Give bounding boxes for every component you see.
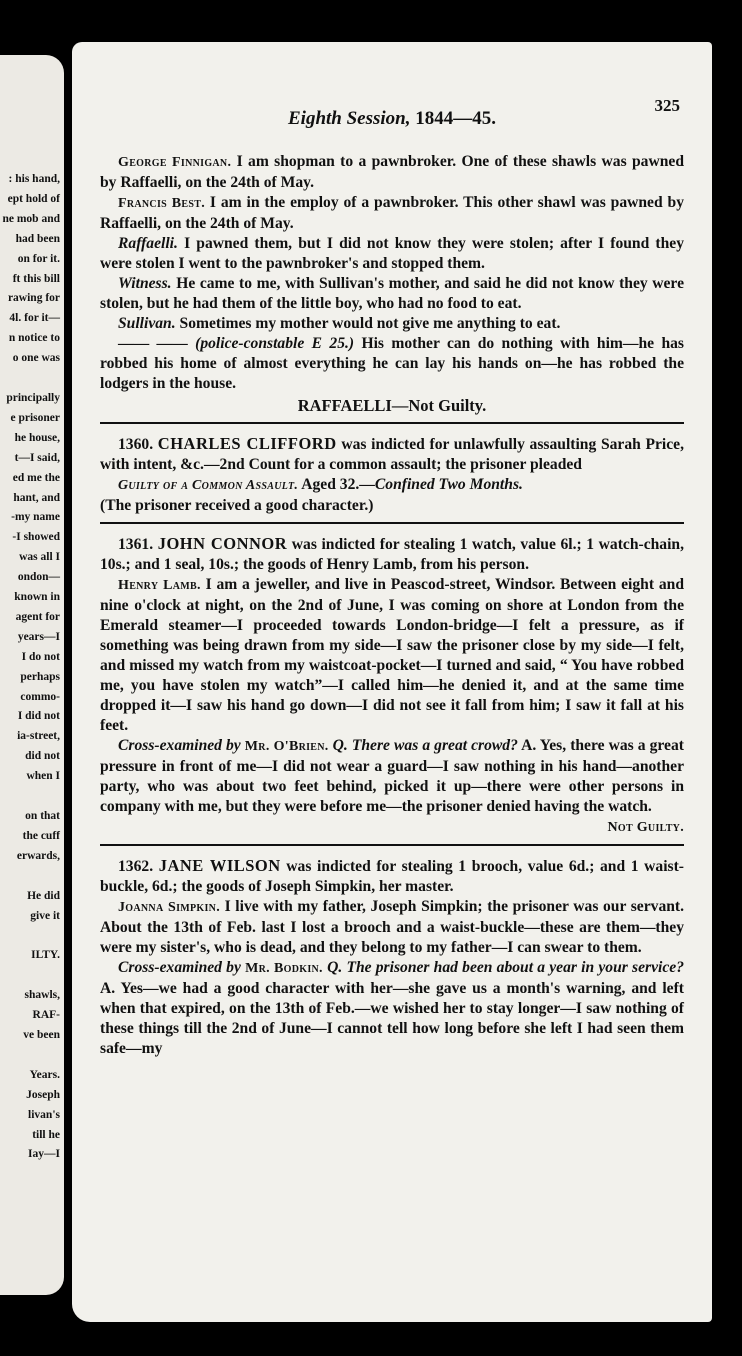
speaker-name: Sullivan. — [118, 315, 176, 332]
testimony-finnigan — [100, 152, 684, 193]
left-page-line: -my name — [11, 511, 60, 524]
page-number: 325 — [654, 96, 680, 115]
left-page-line: e prisoner — [10, 411, 60, 424]
left-page-line: perhaps — [20, 670, 60, 683]
left-page-line: I do not — [21, 650, 60, 663]
left-page-line: livan's — [28, 1108, 60, 1121]
left-page-line: commo- — [20, 690, 60, 703]
testimony-text: I am a jeweller, and live in Peascod-street, Windsor. Between eight and nine o'clock at night, on the 2nd of June, I was coming on shore at London from the Emerald steamer—I proceeded towards London-bridge—I felt a pressure, as if something was being drawn from my side—I saw the prisoner close by my side—I felt, and missed my watch from my waistcoat-pocket—I turned and said, “ You have robbed me, you have stolen my watch”—I called him—he denied it, and at the same time dropped it—I saw his hand go down—I did not see it fall from him; I saw it fall at his feet. — [100, 576, 685, 734]
page-body — [100, 152, 684, 1059]
left-page-line: when I — [26, 770, 60, 783]
left-page-line: was all I — [19, 551, 60, 564]
left-page-line: had been — [15, 232, 60, 245]
speaker-name: Witness. — [118, 275, 172, 292]
age: Aged 32.— — [301, 476, 375, 493]
testimony-raffaelli — [100, 234, 684, 274]
testimony-constable — [100, 334, 684, 394]
case-number: 1360. — [118, 436, 154, 453]
testimony-text: I am in the employ of a pawnbroker. This other shawl was pawned by Raffaelli, on the 24th of May. — [100, 194, 685, 232]
answer: A. Yes—we had a good character with her—she gave us a month's warning, and left when that expired, on the 13th of Feb.—we wished her to stay longer—I saw nothing of these things till the 2nd of June—I cannot tell how long before she left I had seen them safe—my — [100, 980, 684, 1057]
left-page-line: Years. — [29, 1068, 60, 1081]
left-page-line: years—I — [17, 630, 60, 643]
left-page-line: ia-street, — [17, 730, 60, 743]
case-1360-note: (The prisoner received a good character.) — [100, 497, 374, 514]
left-page-line — [0, 369, 60, 389]
left-page-line: give it — [30, 909, 60, 922]
left-page-edge — [0, 55, 64, 1295]
witness-name: Francis Best. — [118, 196, 206, 211]
verdict-1361 — [100, 817, 684, 838]
left-page-line: : his hand, — [8, 173, 60, 185]
cross-label: Cross-examined by — [118, 959, 241, 976]
left-page-line: the cuff — [22, 829, 60, 842]
right-page — [72, 42, 712, 1322]
section-divider — [100, 844, 684, 846]
witness-name: Henry Lamb. — [118, 578, 201, 593]
testimony-lamb — [100, 575, 684, 736]
left-page-line: on that — [25, 810, 60, 822]
testimony-text: I am shopman to a pawnbroker. One of these shawls was pawned by Raffaelli, on the 24th of May. — [100, 153, 685, 191]
session-years: 1844—45. — [415, 108, 496, 129]
indictment-text: was indicted for stealing 1 brooch, value 6d.; and 1 waist-buckle, 6d.; the goods of Joseph Simpkin, her master. — [100, 858, 684, 895]
left-page-line: ne mob and — [2, 212, 60, 225]
testimony-witness — [100, 274, 684, 314]
plea: Guilty of a Common Assault. — [118, 478, 299, 493]
case-number: 1362. — [118, 858, 154, 875]
left-page-line: t—I said, — [14, 451, 60, 464]
case-1360-sentence — [100, 475, 684, 496]
left-page-line: rawing for — [7, 292, 60, 305]
testimony-text: His mother can do nothing with him—he has robbed his home of almost everything he can lay his hands on—he has robbed the lodgers in the house. — [100, 335, 684, 392]
left-page-line — [0, 787, 60, 807]
left-page-line — [0, 1046, 60, 1066]
left-page-line: shawls, — [24, 989, 60, 1002]
left-page-line: on for it. — [17, 252, 60, 265]
left-page-line: RAF- — [32, 1009, 60, 1022]
left-page-line: erwards, — [16, 849, 60, 862]
case-1360-indictment — [100, 434, 684, 475]
witness-name: George Finnigan. — [118, 155, 232, 170]
left-page-line: Joseph — [26, 1088, 60, 1101]
witness-name: Joanna Simpkin. — [118, 900, 220, 915]
left-page-line: he house, — [14, 431, 60, 444]
question: Q. There was a great crowd? — [332, 737, 518, 754]
left-page-line: ILTY. — [31, 949, 60, 962]
left-page-line: ed me the — [12, 471, 60, 484]
left-page-line: I did not — [17, 710, 60, 723]
testimony-text: I pawned them, but I did not know they were stolen; after I found they were stolen I went to the pawnbroker's and stopped them. — [100, 235, 684, 272]
testimony-best — [100, 193, 684, 234]
left-page-line: He did — [27, 889, 60, 902]
testimony-text: Sometimes my mother would not give me anything to eat. — [179, 315, 561, 332]
defendant-name: CHARLES CLIFFORD — [157, 434, 337, 453]
testimony-simpkin — [100, 897, 684, 958]
left-page-line: n notice to — [8, 332, 60, 345]
counsel-name: Mr. Bodkin. — [245, 961, 323, 976]
left-page-text — [0, 170, 60, 1165]
answer: A. Yes, there was a great pressure in front of me—I did not wear a guard—I saw nothing in his hand—another party, who was about two feet behind, picked it up—there were other persons in company with me, but they were before me—the prisoner denied having the watch. — [100, 737, 684, 815]
indictment-text: was indicted for unlawfully assaulting Sarah Price, with intent, &c.—2nd Count for a common assault; the prisoner pleaded — [100, 436, 685, 473]
sentence: Confined Two Months. — [374, 476, 523, 493]
counsel-name: Mr. O'Brien. — [244, 739, 329, 754]
section-divider — [100, 422, 684, 424]
session-title: Eighth Session, — [288, 108, 411, 129]
defendant-name: JOHN CONNOR — [157, 534, 288, 553]
left-page-line — [0, 966, 60, 986]
question: Q. The prisoner had been about a year in your service? — [327, 959, 684, 976]
section-divider — [100, 522, 684, 524]
left-page-line: Iay—I — [28, 1148, 60, 1161]
verdict-text: Not Guilty. — [607, 820, 684, 835]
left-page-line: 4l. for it— — [9, 312, 60, 325]
constable-blank: —— —— — [118, 335, 188, 352]
testimony-sullivan — [100, 314, 684, 334]
left-page-line — [0, 926, 60, 946]
left-page-line: o one was — [12, 352, 60, 365]
case-1362-indictment — [100, 856, 684, 897]
left-page-line: known in — [14, 591, 60, 604]
left-page-line — [0, 867, 60, 887]
testimony-text: He came to me, with Sullivan's mother, and said he did not know they were stolen, but he had them of the little boy, who had no food to eat. — [100, 275, 684, 312]
running-head — [100, 108, 684, 130]
left-page-line: ondon— — [17, 571, 60, 584]
left-page-line: -I showed — [12, 531, 60, 544]
indictment-text: was indicted for stealing 1 watch, value 6l.; 1 watch-chain, 10s.; and 1 seal, 10s.; the goods of Henry Lamb, from his person. — [100, 536, 685, 573]
speaker-name: Raffaelli. — [118, 235, 178, 252]
constable-label: (police-constable E 25.) — [195, 335, 355, 352]
left-page-line: till he — [32, 1128, 60, 1141]
case-1361-indictment — [100, 534, 684, 575]
verdict-raffaelli: RAFFAELLI—Not Guilty. — [297, 396, 487, 415]
cross-examination-1362 — [100, 958, 684, 1059]
left-page-line: ft this bill — [12, 272, 60, 285]
testimony-text: I live with my father, Joseph Simpkin; the prisoner was our servant. About the 13th of Feb. last I lost a brooch and a waist-buckle—these are them—they were my sister's, who is dead, and they belong to my father—I can swear to them. — [100, 898, 685, 956]
cross-examination-1361 — [100, 736, 684, 817]
left-page-line: hant, and — [13, 491, 60, 504]
left-page-line: did not — [25, 750, 60, 763]
left-page-line: ve been — [23, 1028, 60, 1041]
cross-label: Cross-examined by — [118, 737, 241, 754]
left-page-line: agent for — [15, 610, 60, 623]
case-number: 1361. — [118, 536, 154, 553]
left-page-line: ept hold of — [7, 192, 60, 205]
defendant-name: JANE WILSON — [158, 856, 281, 875]
left-page-line: principally — [6, 391, 60, 404]
